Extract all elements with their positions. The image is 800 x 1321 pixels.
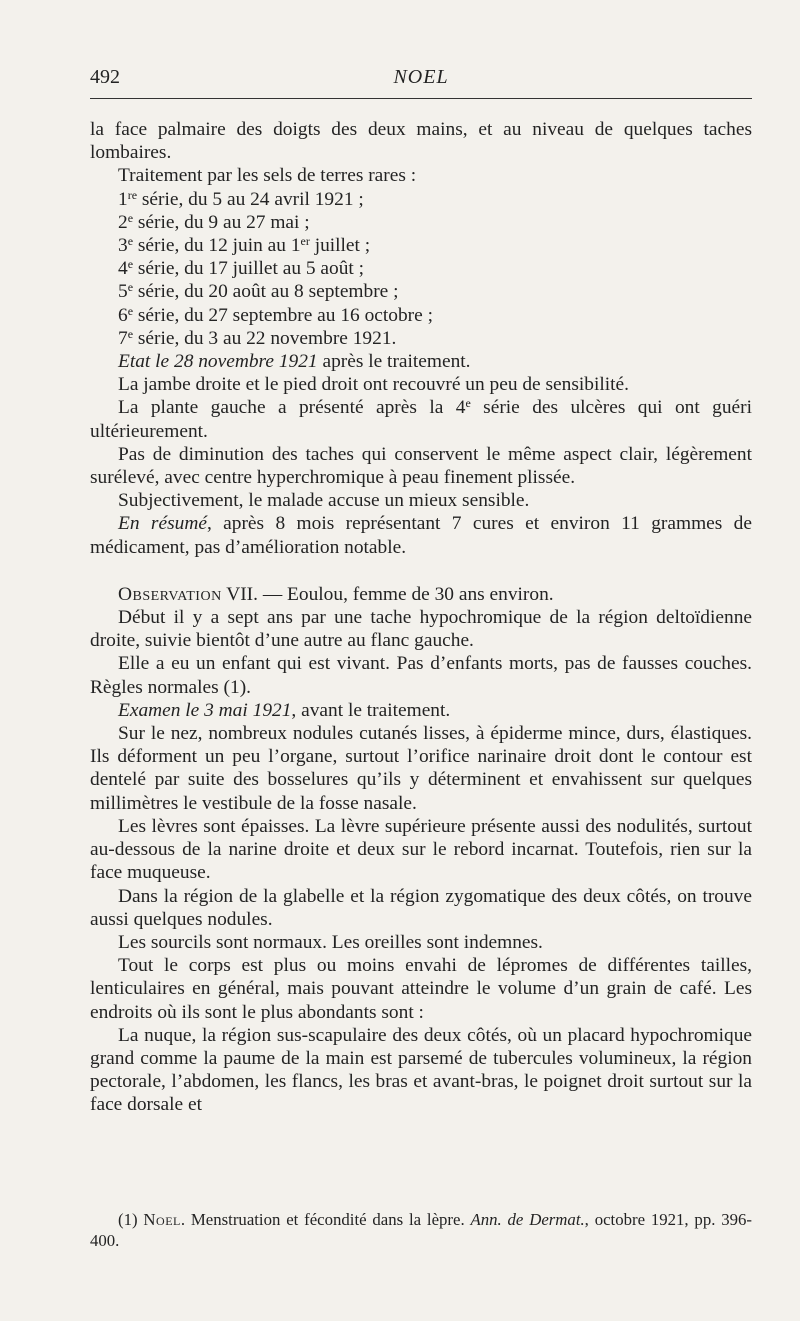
- paragraph: En résumé, après 8 mois représentant 7 cures et environ 11 grammes de médicament, pas d’amélioration notable.: [90, 513, 752, 558]
- paragraph: La jambe droite et le pied droit ont recouvré un peu de sensibilité.: [118, 374, 629, 396]
- paragraph: La nuque, la région sus-scapulaire des deux côtés, où un placard hypochromique grand comme la paume de la main est parsemé de tubercules volumineux, la région pectorale, l’abdomen, les flancs, les bras et avant-bras, le poignet droit surtout sur la face dorsale et: [90, 1024, 752, 1116]
- paragraph: Les lèvres sont épaisses. La lèvre supérieure présente aussi des nodulités, surtout au-dessous de la narine droite et deux sur le rebord incarnat. Toutefois, rien sur la face muqueuse.: [90, 815, 752, 884]
- body-text: [90, 118, 752, 1117]
- paragraph: Subjectivement, le malade accuse un mieux sensible.: [118, 490, 530, 512]
- paragraph: Dans la région de la glabelle et la région zygomatique des deux côtés, on trouve aussi quelques nodules.: [90, 885, 752, 930]
- paragraph: Les sourcils sont normaux. Les oreilles sont indemnes.: [118, 931, 543, 953]
- paragraph: Examen le 3 mai 1921, avant le traitement.: [118, 699, 451, 721]
- paragraph: Pas de diminution des taches qui conservent le même aspect clair, légèrement surélevé, avec centre hyperchromique à peau finement plissée.: [90, 443, 752, 489]
- running-title: NOEL: [393, 66, 449, 88]
- series-line: 7e série, du 3 au 22 novembre 1921.: [118, 326, 397, 349]
- footnote: (1) Noel. Menstruation et fécondité dans la lèpre. Ann. de Dermat., octobre 1921, pp. 396-400.: [90, 1210, 752, 1250]
- series-line: 2e série, du 9 au 27 mai ;: [118, 210, 310, 233]
- paragraph: Elle a eu un enfant qui est vivant. Pas d’enfants morts, pas de fausses couches. Règles normales (1).: [90, 653, 752, 698]
- observation-heading: Observation VII. — Eoulou, femme de 30 ans environ.: [118, 583, 554, 605]
- paragraph: Etat le 28 novembre 1921 après le traitement.: [118, 351, 471, 373]
- paragraph: Traitement par les sels de terres rares :: [118, 165, 417, 187]
- paragraph: Début il y a sept ans par une tache hypochromique de la région deltoïdienne droite, suivie bientôt d’une autre au flanc gauche.: [90, 607, 752, 652]
- series-line: 5e série, du 20 août au 8 septembre ;: [118, 280, 399, 303]
- paragraph: la face palmaire des doigts des deux mains, et au niveau de quelques taches lombaires.: [90, 119, 752, 164]
- page-number: 492: [90, 66, 120, 88]
- paragraph: Sur le nez, nombreux nodules cutanés lisses, à épiderme mince, durs, élastiques. Ils déforment un peu l’organe, surtout l’orifice narinaire droit dont le contour est dentelé par suite des bosselures qu’ils y déterminent et envahissent sur quelques millimètres le vestibule de la fosse nasale.: [90, 723, 752, 814]
- series-line: 6e série, du 27 septembre au 16 octobre ;: [118, 303, 433, 326]
- series-line: 4e série, du 17 juillet au 5 août ;: [118, 257, 365, 280]
- series-line: 3e série, du 12 juin au 1er juillet ;: [118, 234, 371, 257]
- header-rule: [90, 98, 752, 99]
- section-gap: [90, 559, 752, 583]
- series-line: 1re série, du 5 au 24 avril 1921 ;: [118, 187, 364, 210]
- paragraph: La plante gauche a présenté après la 4e série des ulcères qui ont guéri ultérieurement.: [90, 396, 752, 442]
- page-header: [90, 62, 752, 96]
- paragraph: Tout le corps est plus ou moins envahi de lépromes de différentes tailles, lenticulaires en général, mais pouvant atteindre le volume d’un grain de café. Les endroits où ils sont le plus abondants sont :: [90, 955, 752, 1023]
